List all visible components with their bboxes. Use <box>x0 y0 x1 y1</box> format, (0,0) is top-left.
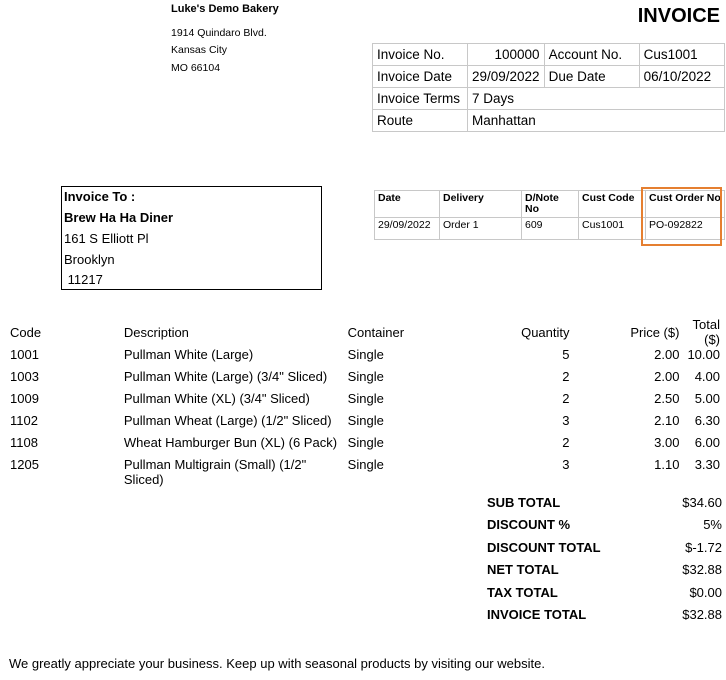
invoice-total-label: INVOICE TOTAL <box>487 607 587 623</box>
column-header: Price ($) <box>630 324 680 340</box>
cust-order-highlight <box>641 187 722 246</box>
subtotal-label: SUB TOTAL <box>487 494 561 510</box>
terms-label: Invoice Terms <box>373 88 468 110</box>
item-total: 5.00 <box>694 391 720 406</box>
invoice-to-heading: Invoice To : <box>64 189 136 204</box>
cust-order-no-cell: PO-092822 <box>646 218 725 240</box>
item-total: 10.00 <box>687 347 720 362</box>
invoice-to-box <box>61 186 322 290</box>
invoice-no-label: Invoice No. <box>373 44 468 66</box>
item-container: Single <box>347 435 384 450</box>
delivery-header: Date <box>375 191 440 218</box>
item-description: Pullman White (Large) <box>123 347 254 362</box>
item-total: 3.30 <box>694 457 720 472</box>
item-total: 6.30 <box>694 413 720 428</box>
delivery-cell: Order 1 <box>440 218 522 240</box>
table-row <box>6 435 724 457</box>
item-code: 1001 <box>10 347 39 362</box>
totals-table <box>484 491 725 626</box>
item-code: 1205 <box>10 457 39 472</box>
table-row <box>6 413 724 435</box>
item-container: Single <box>347 413 384 428</box>
invoice-info-table <box>372 43 725 132</box>
item-code: 1009 <box>10 391 39 406</box>
item-code: 1108 <box>10 435 38 450</box>
customer-zip: 11217 <box>64 272 103 287</box>
item-quantity: 2 <box>562 391 570 406</box>
delivery-cell: 29/09/2022 <box>375 218 440 240</box>
table-row <box>6 347 724 369</box>
discount-percent-value: 5% <box>703 517 722 533</box>
delivery-header: Cust Order No <box>646 191 725 218</box>
customer-name: Brew Ha Ha Diner <box>64 210 174 225</box>
column-header: Container <box>347 324 405 340</box>
item-description: Pullman White (XL) (3/4" Sliced) <box>123 391 310 406</box>
column-header: Total ($) <box>692 317 720 347</box>
item-price: 2.00 <box>654 369 680 384</box>
item-code: 1003 <box>10 369 39 384</box>
item-total: 4.00 <box>694 369 720 384</box>
item-container: Single <box>347 391 384 406</box>
customer-city: Brooklyn <box>64 252 115 267</box>
item-container: Single <box>347 369 384 384</box>
invoice-date-value: 29/09/2022 <box>468 66 545 88</box>
route-label: Route <box>373 110 468 132</box>
item-price: 2.50 <box>654 391 680 406</box>
item-total: 6.00 <box>694 435 720 450</box>
item-quantity: 5 <box>562 347 570 362</box>
item-description: Wheat Hamburger Bun (XL) (6 Pack) <box>123 435 338 450</box>
footer-message: We greatly appreciate your business. Keep up with seasonal products by visiting our website. <box>9 656 545 671</box>
company-address-line: 1914 Quindaro Blvd. <box>171 27 267 39</box>
item-description: Pullman Multigrain (Small) (1/2" Sliced) <box>123 457 307 487</box>
net-total-value: $32.88 <box>682 562 722 578</box>
line-items-table <box>6 317 724 487</box>
page-title: INVOICE <box>637 5 720 27</box>
item-price: 2.10 <box>654 413 680 428</box>
column-header: Description <box>123 324 189 340</box>
subtotal-value: $34.60 <box>682 494 722 510</box>
item-quantity: 3 <box>562 413 570 428</box>
discount-total-label: DISCOUNT TOTAL <box>487 539 601 555</box>
item-price: 2.00 <box>654 347 680 362</box>
due-date-value: 06/10/2022 <box>639 66 724 88</box>
discount-total-value: $-1.72 <box>685 539 722 555</box>
item-price: 3.00 <box>654 435 680 450</box>
account-no-value: Cus1001 <box>639 44 724 66</box>
invoice-no-value: 100000 <box>468 44 545 66</box>
tax-total-value: $0.00 <box>689 584 722 600</box>
item-quantity: 3 <box>562 457 570 472</box>
item-container: Single <box>347 347 384 362</box>
item-price: 1.10 <box>654 457 680 472</box>
column-header: Quantity <box>521 324 570 340</box>
due-date-label: Due Date <box>544 66 639 88</box>
delivery-cell: Cus1001 <box>579 218 646 240</box>
route-value: Manhattan <box>468 110 725 132</box>
customer-street: 161 S Elliott Pl <box>64 231 149 246</box>
tax-total-label: TAX TOTAL <box>487 584 558 600</box>
account-no-label: Account No. <box>544 44 639 66</box>
invoice-date-label: Invoice Date <box>373 66 468 88</box>
company-address-line: Kansas City <box>171 44 228 56</box>
item-description: Pullman Wheat (Large) (1/2" Sliced) <box>123 413 332 428</box>
delivery-cell: 609 <box>522 218 579 240</box>
company-name: Luke's Demo Bakery <box>171 3 279 15</box>
table-row <box>6 369 724 391</box>
terms-value: 7 Days <box>468 88 725 110</box>
company-address-line: MO 66104 <box>171 62 221 74</box>
discount-percent-label: DISCOUNT % <box>487 517 571 533</box>
table-row <box>6 391 724 413</box>
item-description: Pullman White (Large) (3/4" Sliced) <box>123 369 328 384</box>
net-total-label: NET TOTAL <box>487 562 559 578</box>
item-container: Single <box>347 457 384 472</box>
delivery-header: Cust Code <box>579 191 646 218</box>
invoice-total-value: $32.88 <box>682 607 722 623</box>
item-quantity: 2 <box>562 369 570 384</box>
item-quantity: 2 <box>562 435 570 450</box>
table-row <box>6 457 724 487</box>
delivery-header: Delivery <box>440 191 522 218</box>
column-header: Code <box>10 324 42 340</box>
item-code: 1102 <box>10 413 38 428</box>
delivery-header: D/Note No <box>522 191 579 218</box>
